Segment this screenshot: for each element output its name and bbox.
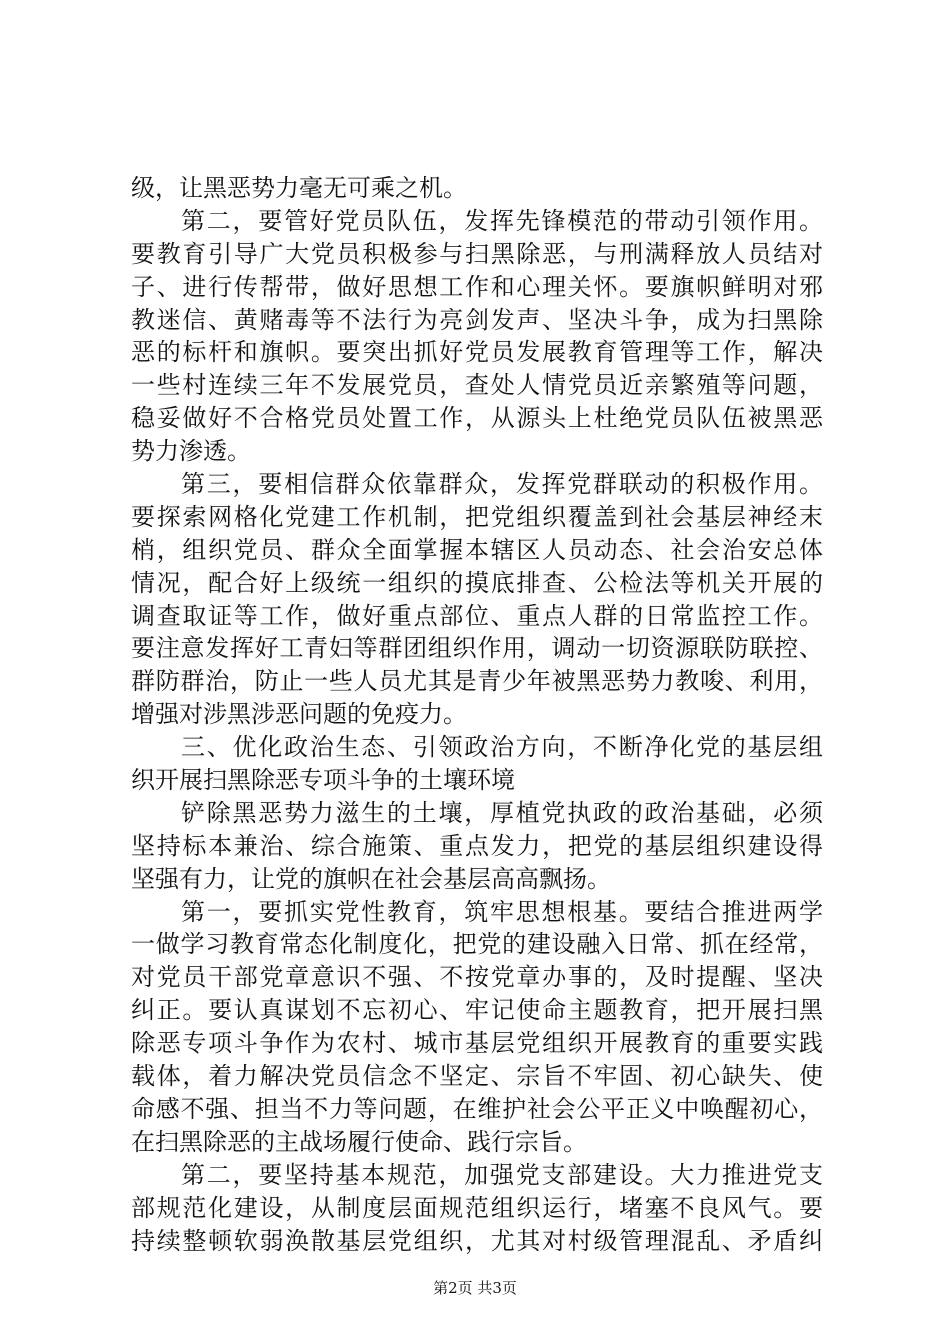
paragraph-first-line: 第三，要相信群众依靠群众，发挥党群联动的积极作用。 bbox=[181, 470, 823, 499]
text-line: 级，让黑恶势力毫无可乘之机。 bbox=[131, 174, 467, 202]
paragraph-first-line: 第一，要抓实党性教育，筑牢思想根基。要结合推进两学 bbox=[181, 897, 823, 926]
text-line: 纠正。要认真谋划不忘初心、牢记使命主题教育，把开展扫黑 bbox=[131, 996, 823, 1025]
text-line: 恶的标杆和旗帜。要突出抓好党员发展教育管理等工作，解决 bbox=[131, 338, 823, 367]
text-line: 梢，组织党员、群众全面掌握本辖区人员动态、社会治安总体 bbox=[131, 535, 823, 564]
paragraph-first-line: 第二，要管好党员队伍，发挥先锋模范的带动引领作用。 bbox=[181, 206, 823, 235]
text-line: 情况，配合好上级统一组织的摸底排查、公检法等机关开展的 bbox=[131, 568, 823, 597]
paragraph-first-line: 第二，要坚持基本规范，加强党支部建设。大力推进党支 bbox=[181, 1160, 823, 1189]
text-line: 载体，着力解决党员信念不坚定、宗旨不牢固、初心缺失、使 bbox=[131, 1062, 823, 1091]
text-line: 除恶专项斗争作为农村、城市基层党组织开展教育的重要实践 bbox=[131, 1029, 823, 1058]
text-line: 对党员干部党章意识不强、不按党章办事的，及时提醒、坚决 bbox=[131, 963, 823, 992]
text-line: 教迷信、黄赌毒等不法行为亮剑发声、坚决斗争，成为扫黑除 bbox=[131, 305, 823, 334]
text-line: 群防群治，防止一些人员尤其是青少年被黑恶势力教唆、利用， bbox=[131, 667, 823, 696]
page-footer bbox=[0, 1278, 950, 1298]
text-line: 持续整顿软弱涣散基层党组织，尤其对村级管理混乱、矛盾纠 bbox=[131, 1226, 823, 1255]
text-line: 一做学习教育常态化制度化，把党的建设融入日常、抓在经常， bbox=[131, 930, 823, 959]
text-line: 子、进行传帮带，做好思想工作和心理关怀。要旗帜鲜明对邪 bbox=[131, 272, 823, 301]
text-line: 稳妥做好不合格党员处置工作，从源头上杜绝党员队伍被黑恶 bbox=[131, 404, 823, 433]
document-body bbox=[131, 172, 823, 1257]
text-line: 部规范化建设，从制度层面规范组织运行，堵塞不良风气。要 bbox=[131, 1193, 823, 1222]
section-heading-line: 三、优化政治生态、引领政治方向，不断净化党的基层组 bbox=[181, 733, 823, 762]
text-line: 要探索网格化党建工作机制，把党组织覆盖到社会基层神经末 bbox=[131, 502, 823, 531]
text-line: 坚持标本兼治、综合施策、重点发力，把党的基层组织建设得 bbox=[131, 831, 823, 860]
text-line: 要注意发挥好工青妇等群团组织作用，调动一切资源联防联控、 bbox=[131, 634, 823, 663]
text-line: 坚强有力，让党的旗帜在社会基层高高飘扬。 bbox=[131, 864, 611, 893]
text-line: 命感不强、担当不力等问题，在维护社会公平正义中唤醒初心， bbox=[131, 1094, 823, 1123]
text-line: 调查取证等工作，做好重点部位、重点人群的日常监控工作。 bbox=[131, 601, 823, 630]
text-line: 在扫黑除恶的主战场履行使命、践行宗旨。 bbox=[131, 1127, 587, 1156]
page-indicator: 第2页 共3页 bbox=[433, 1279, 517, 1297]
text-line: 势力渗透。 bbox=[131, 437, 251, 466]
section-heading-line: 织开展扫黑除恶专项斗争的土壤环境 bbox=[131, 766, 515, 795]
text-line: 要教育引导广大党员积极参与扫黑除恶，与刑满释放人员结对 bbox=[131, 239, 823, 268]
text-line: 增强对涉黑涉恶问题的免疫力。 bbox=[131, 700, 467, 729]
text-line: 一些村连续三年不发展党员，查处人情党员近亲繁殖等问题， bbox=[131, 371, 823, 400]
paragraph-first-line: 铲除黑恶势力滋生的土壤，厚植党执政的政治基础，必须 bbox=[181, 798, 823, 827]
